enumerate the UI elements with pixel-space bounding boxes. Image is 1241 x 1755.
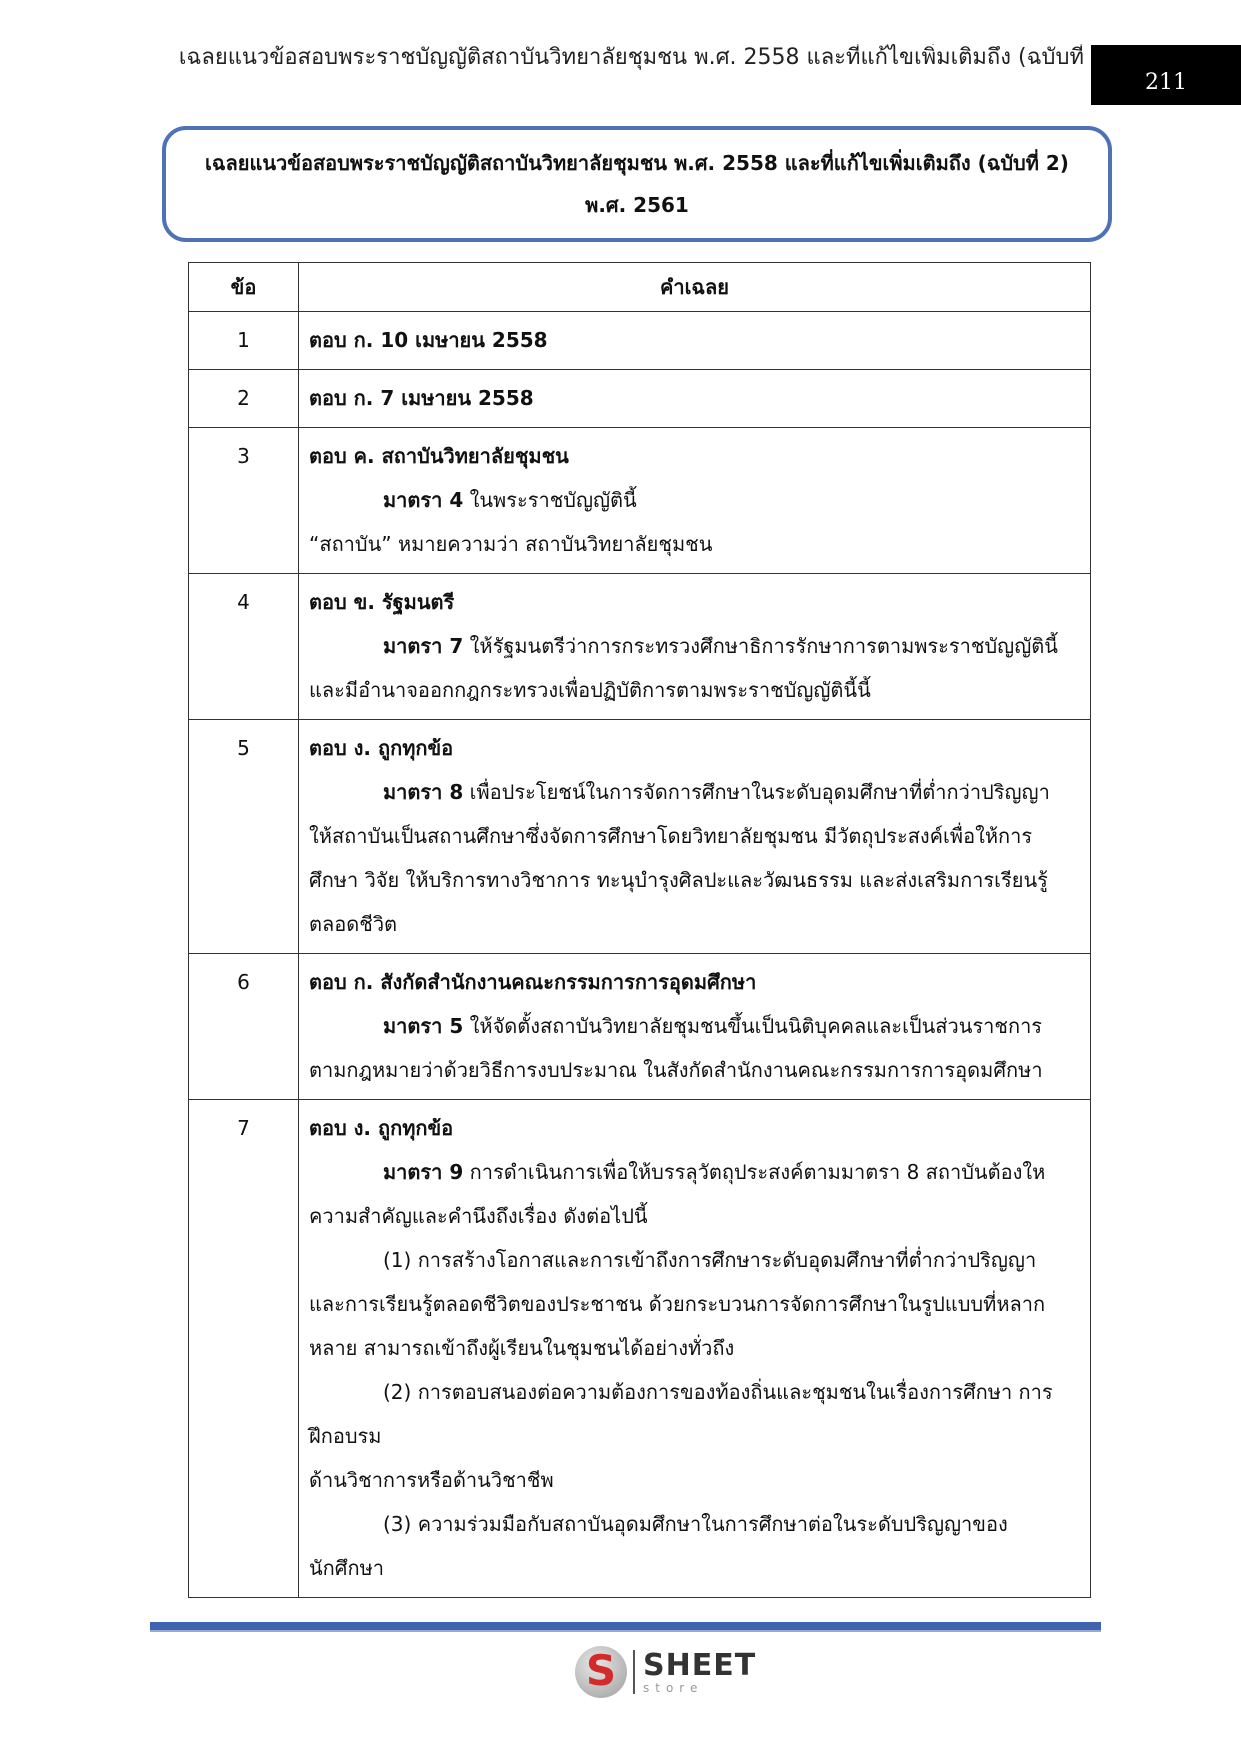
- explanation-line: [309, 1004, 1080, 1048]
- row-number: 1: [189, 312, 299, 370]
- explanation-text: ในพระราชบัญญัตินี้: [463, 488, 637, 512]
- explanation-text: การดำเนินการเพื่อให้บรรลุวัตถุประสงค์ตามมาตรา 8 สถาบันต้องให: [463, 1160, 1046, 1184]
- table-row: [189, 720, 1091, 954]
- running-header-title: เฉลยแนวข้อสอบพระราชบัญญัติสถาบันวิทยาลัยชุมชน พ.ศ. 2558 และที่แก้ไขเพิ่มเติมถึง (ฉบับที่: [178, 45, 1084, 70]
- explanation-line: [309, 624, 1080, 668]
- page-title: เฉลยแนวข้อสอบพระราชบัญญัติสถาบันวิทยาลัยชุมชน พ.ศ. 2558 และที่แก้ไขเพิ่มเติมถึง (ฉบับที่ 2) พ.ศ. 2561: [205, 151, 1069, 217]
- explanation-line: [309, 770, 1080, 814]
- title-box: [162, 126, 1112, 242]
- explanation-line: [309, 1150, 1080, 1194]
- logo-divider: [633, 1650, 635, 1694]
- table-row: [189, 954, 1091, 1100]
- explanation-text: ให้รัฐมนตรีว่าการกระทรวงศึกษาธิการรักษาการตามพระราชบัญญัตินี้: [463, 634, 1058, 658]
- table-row: [189, 370, 1091, 428]
- row-number: 7: [189, 1100, 299, 1598]
- row-number: 6: [189, 954, 299, 1100]
- answer-cell: [299, 370, 1091, 428]
- row-number: 4: [189, 574, 299, 720]
- explanation-continuation: “สถาบัน” หมายความว่า สถาบันวิทยาลัยชุมชน: [309, 532, 713, 556]
- answer-table: [188, 262, 1091, 1598]
- row-number: 2: [189, 370, 299, 428]
- section-ref: มาตรา 5: [383, 1014, 464, 1038]
- explanation-text: ให้จัดตั้งสถาบันวิทยาลัยชุมชนขึ้นเป็นนิติบุคคลและเป็นส่วนราชการ: [463, 1014, 1043, 1038]
- answer-text: ตอบ ก. 10 เมษายน 2558: [309, 328, 548, 352]
- column-header-no: ข้อ: [189, 263, 299, 312]
- column-header-answer: คำเฉลย: [299, 263, 1091, 312]
- section-ref: มาตรา 4: [383, 488, 464, 512]
- running-header: [0, 44, 1090, 72]
- list-item-rest: ด้านวิชาการหรือด้านวิชาชีพ: [309, 1468, 554, 1492]
- explanation-continuation: ให้สถาบันเป็นสถานศึกษาซึ่งจัดการศึกษาโดยวิทยาลัยชุมชน มีวัตถุประสงค์เพื่อให้การศึกษา วิจัย ให้บริการทางวิชาการ ทะนุบำรุงศิลปะและวัฒนธรรม และส่งเสริมการเรียนรู้ตลอดชีวิต: [309, 824, 1048, 936]
- list-item-rest: ฝึกอบรม: [309, 1424, 382, 1448]
- explanation-continuation: ตามกฎหมายว่าด้วยวิธีการงบประมาณ ในสังกัดสำนักงานคณะกรรมการการอุดมศึกษา: [309, 1058, 1043, 1082]
- answer-cell: [299, 720, 1091, 954]
- list-item-rest: นักศึกษา: [309, 1556, 384, 1580]
- answer-text: ตอบ ง. ถูกทุกข้อ: [309, 736, 454, 760]
- footer-divider: [150, 1622, 1101, 1632]
- explanation-continuation: และมีอำนาจออกกฎกระทรวงเพื่อปฏิบัติการตามพระราชบัญญัตินี้นี้: [309, 678, 871, 702]
- answer-text: ตอบ ก. 7 เมษายน 2558: [309, 386, 534, 410]
- answer-cell: [299, 312, 1091, 370]
- logo-subtitle: store: [643, 1680, 704, 1695]
- logo-text: [643, 1647, 757, 1695]
- sheet-store-logo: [575, 1646, 756, 1698]
- section-ref: มาตรา 9: [383, 1160, 464, 1184]
- table-row: [189, 312, 1091, 370]
- section-ref: มาตรา 7: [383, 634, 464, 658]
- row-number: 5: [189, 720, 299, 954]
- list-item-rest: และการเรียนรู้ตลอดชีวิตของประชาชน ด้วยกระบวนการจัดการศึกษาในรูปแบบที่หลากหลาย สามารถเข้าถึงผู้เรียนในชุมชนได้อย่างทั่วถึง: [309, 1292, 1046, 1360]
- list-item-lead: (1) การสร้างโอกาสและการเข้าถึงการศึกษาระดับอุดมศึกษาที่ต่ำกว่าปริญญา: [383, 1248, 1037, 1272]
- list-item-lead: (2) การตอบสนองต่อความต้องการของท้องถิ่นและชุมชนในเรื่องการศึกษา การ: [383, 1380, 1053, 1404]
- logo-name: SHEET: [643, 1647, 757, 1683]
- answer-cell: [299, 1100, 1091, 1598]
- logo-s-icon: S: [575, 1646, 627, 1698]
- answer-text: ตอบ ก. สังกัดสำนักงานคณะกรรมการการอุดมศึกษา: [309, 970, 757, 994]
- answer-cell: [299, 428, 1091, 574]
- explanation-continuation: ความสำคัญและคำนึงถึงเรื่อง ดังต่อไปนี้: [309, 1204, 648, 1228]
- table-header-row: [189, 263, 1091, 312]
- page-number-box: [1091, 45, 1241, 105]
- answer-text: ตอบ ค. สถาบันวิทยาลัยชุมชน: [309, 444, 569, 468]
- answer-cell: [299, 574, 1091, 720]
- explanation-line: [309, 478, 1080, 522]
- answer-text: ตอบ ข. รัฐมนตรี: [309, 590, 455, 614]
- page-number: 211: [1145, 70, 1187, 95]
- section-ref: มาตรา 8: [383, 780, 464, 804]
- table-row: [189, 428, 1091, 574]
- answer-cell: [299, 954, 1091, 1100]
- answer-text: ตอบ ง. ถูกทุกข้อ: [309, 1116, 454, 1140]
- explanation-text: เพื่อประโยชน์ในการจัดการศึกษาในระดับอุดมศึกษาที่ต่ำกว่าปริญญา: [463, 780, 1050, 804]
- table-row: [189, 1100, 1091, 1598]
- table-row: [189, 574, 1091, 720]
- row-number: 3: [189, 428, 299, 574]
- list-item-lead: (3) ความร่วมมือกับสถาบันอุดมศึกษาในการศึกษาต่อในระดับปริญญาของ: [383, 1512, 1008, 1536]
